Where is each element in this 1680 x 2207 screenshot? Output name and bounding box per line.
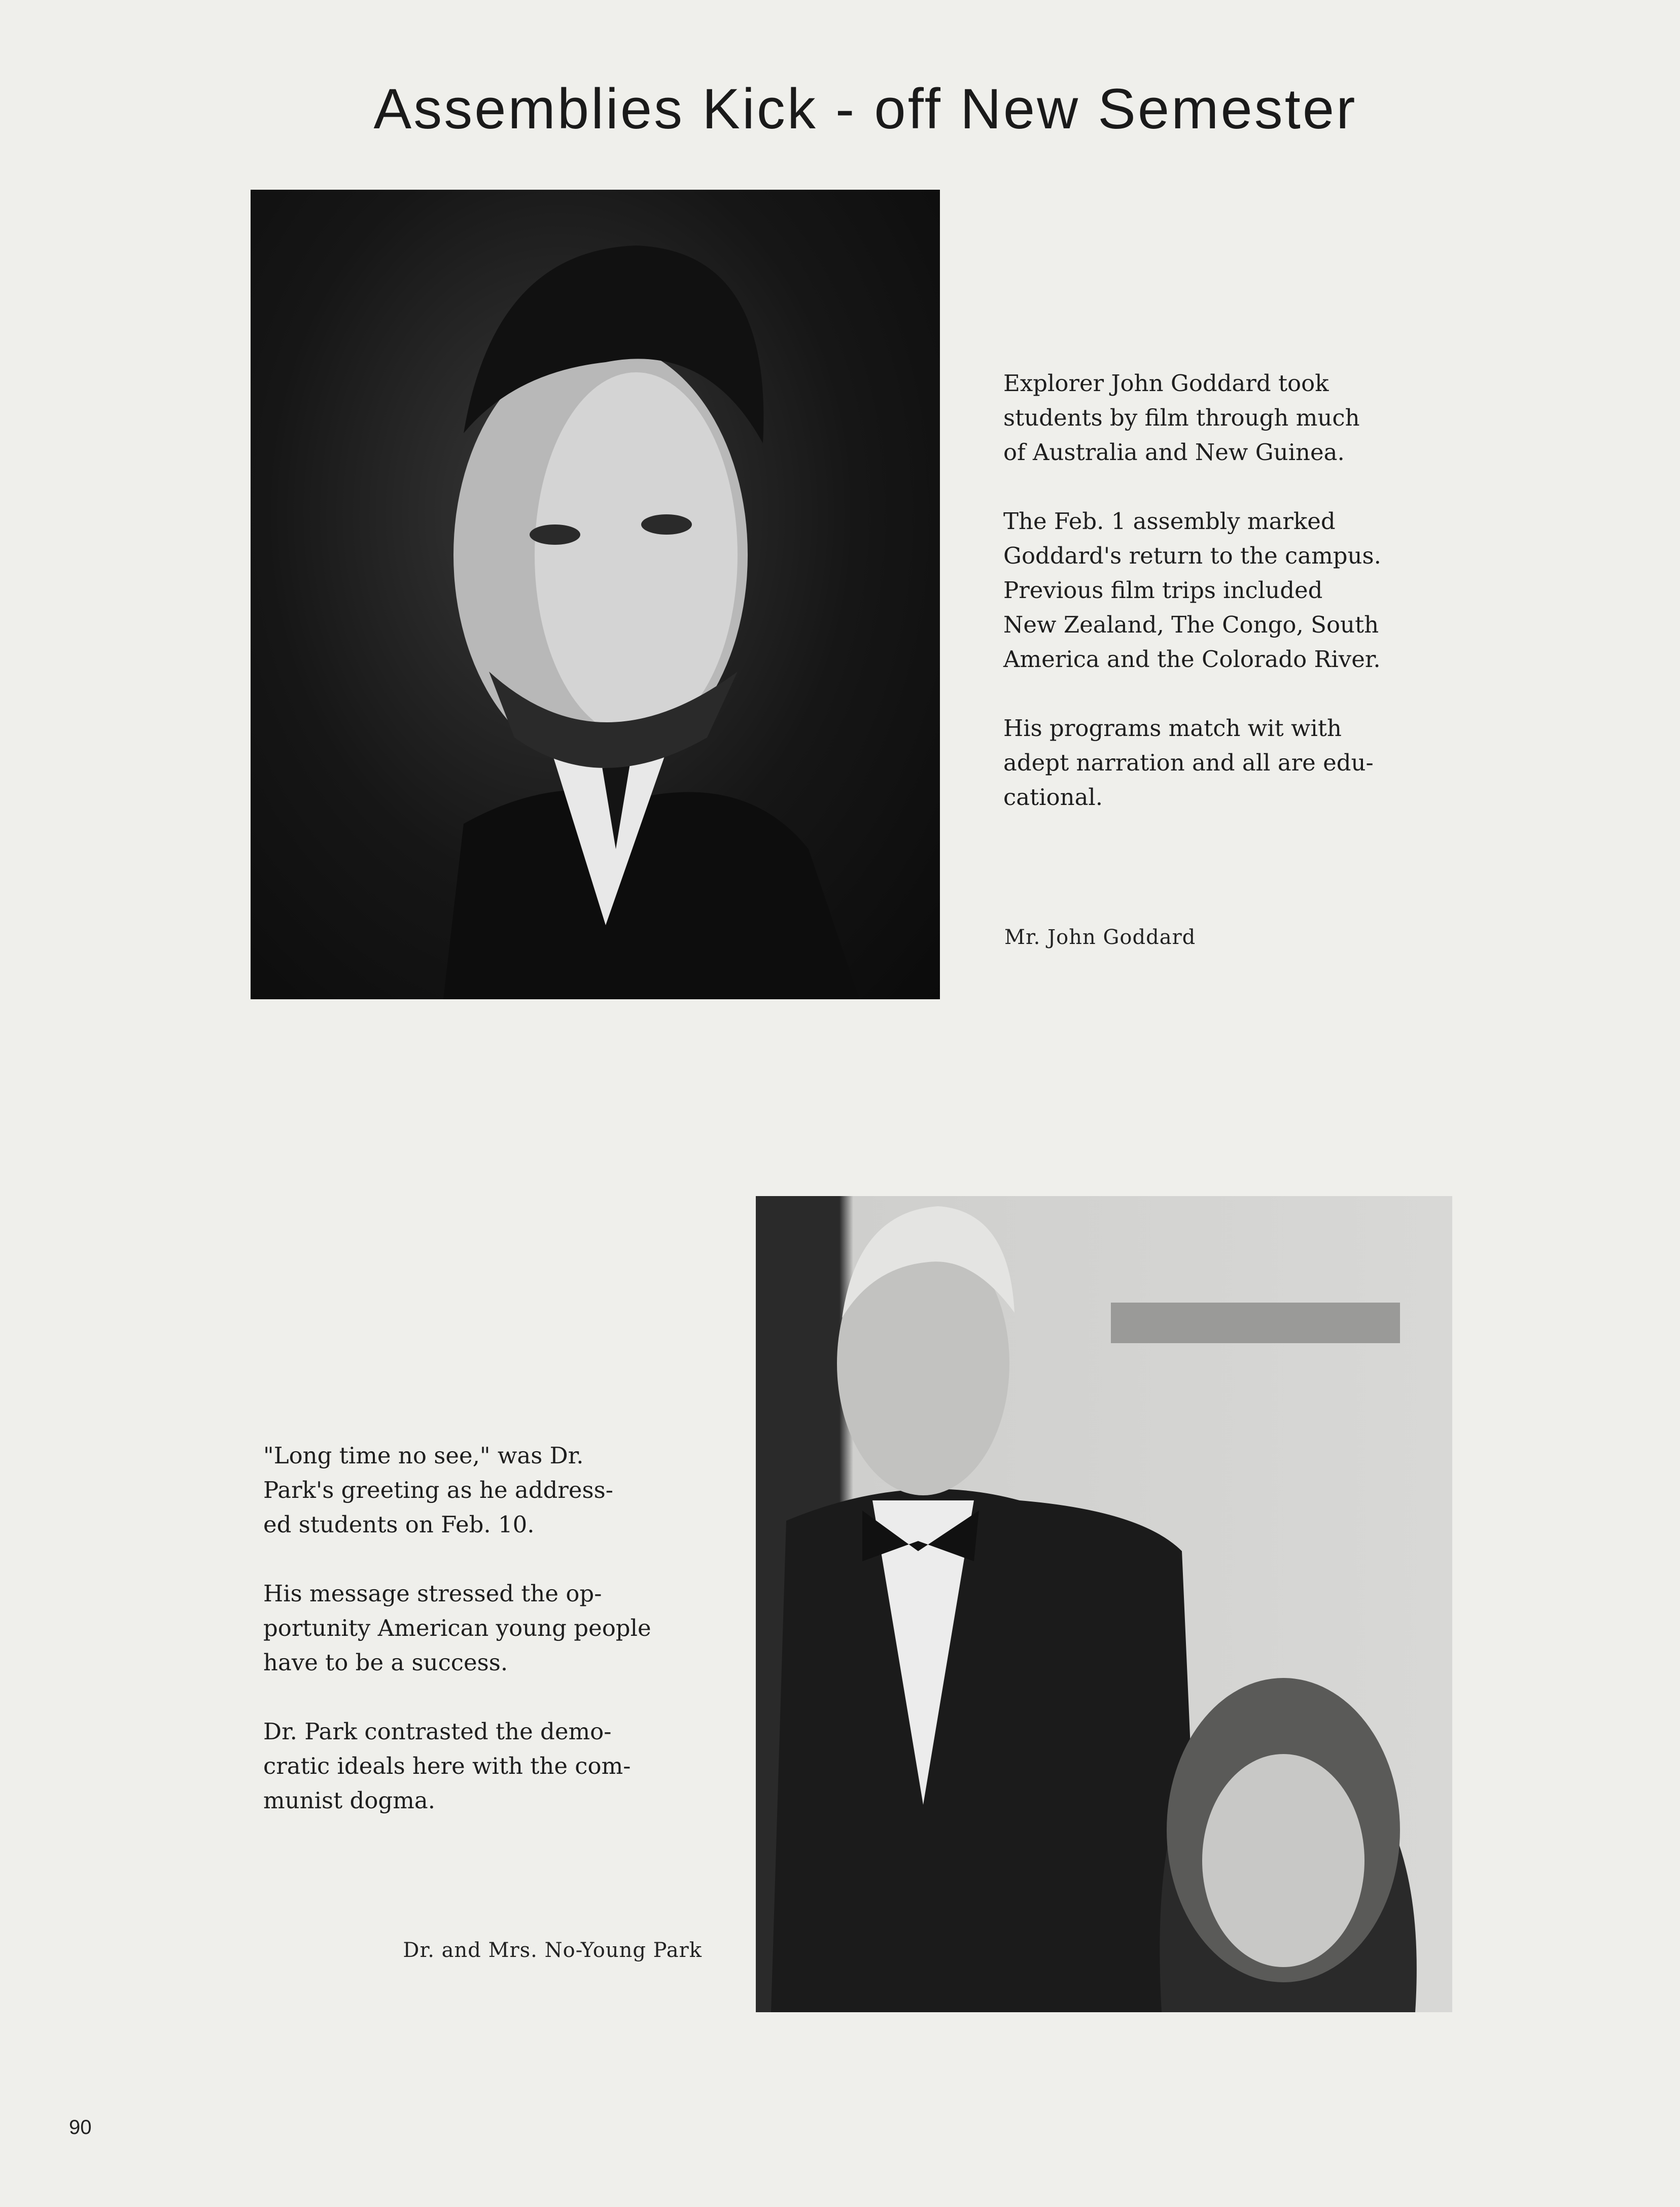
photo-dr-mrs-park (756, 1196, 1452, 2012)
photo-john-goddard (251, 190, 940, 999)
text-line: portunity American young people (263, 1615, 651, 1641)
text-line: His programs match wit with (1003, 715, 1342, 742)
text-line: Explorer John Goddard took (1003, 370, 1329, 397)
text-line: The Feb. 1 assembly marked (1003, 508, 1336, 535)
page-title: Assemblies Kick - off New Semester (373, 77, 1357, 141)
text-line: "Long time no see," was Dr. (263, 1442, 584, 1469)
paragraph (1003, 711, 1381, 815)
text-line: ed students on Feb. 10. (263, 1511, 535, 1538)
text-line: Goddard's return to the campus. (1003, 542, 1381, 569)
text-line: New Zealand, The Congo, South (1003, 611, 1379, 638)
goddard-article-text (1003, 366, 1381, 849)
page-number: 90 (69, 2116, 92, 2139)
paragraph (263, 1714, 651, 1818)
text-line: Dr. Park contrasted the demo- (263, 1718, 612, 1745)
paragraph (263, 1439, 651, 1542)
text-line: students by film through much (1003, 404, 1360, 431)
text-line: adept narration and all are edu- (1003, 749, 1374, 776)
goddard-photo-caption: Mr. John Goddard (1004, 926, 1196, 949)
paragraph (1003, 366, 1381, 470)
portrait-image (251, 190, 940, 999)
text-line: cratic ideals here with the com- (263, 1753, 631, 1779)
text-line: America and the Colorado River. (1003, 646, 1381, 673)
couple-image (756, 1196, 1452, 2012)
park-photo-caption: Dr. and Mrs. No-Young Park (403, 1939, 702, 1962)
text-line: of Australia and New Guinea. (1003, 439, 1345, 466)
text-line: munist dogma. (263, 1787, 436, 1814)
paragraph (263, 1577, 651, 1680)
text-line: have to be a success. (263, 1649, 508, 1676)
text-line: Previous film trips included (1003, 577, 1323, 604)
paragraph (1003, 504, 1381, 677)
text-line: Park's greeting as he address- (263, 1477, 613, 1503)
text-line: His message stressed the op- (263, 1580, 602, 1607)
park-article-text (263, 1439, 651, 1852)
text-line: cational. (1003, 784, 1103, 811)
